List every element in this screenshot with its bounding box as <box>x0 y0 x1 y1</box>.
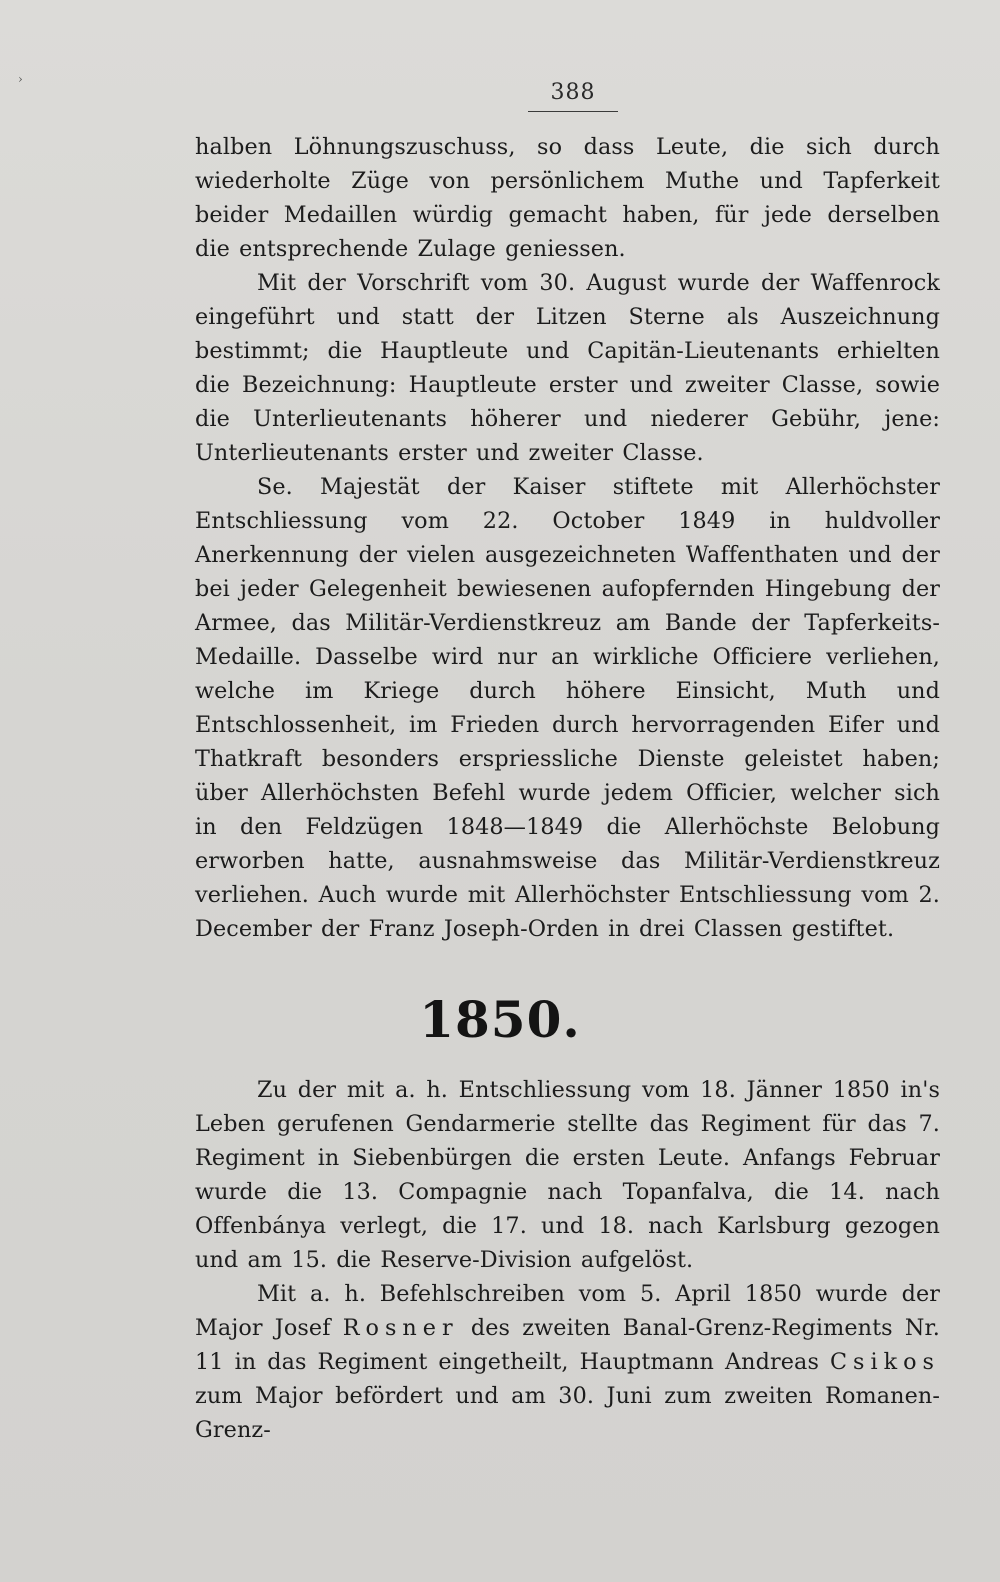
paragraph-gendarmerie: Zu der mit a. h. Entschliessung vom 18. Jänner 1850 in's Leben gerufenen Gendarmerie stellte das Regiment für das 7. Regiment in Siebenbürgen die ersten Leute. Anfangs Februar wurde die 13. Compagnie nach Topanfalva, die 14. nach Offenbánya verlegt, die 17. und 18. nach Karlsburg gezogen und am 15. die Reserve-Division aufgelöst. <box>195 1077 940 1273</box>
paragraph-waffenrock: Mit der Vorschrift vom 30. August wurde der Waffenrock eingeführt und statt der Litzen Sterne als Auszeichnung bestimmt; die Hauptleute und Capitän-Lieutenants erhielten die Bezeichnung: Hauptleute erster und zweiter Classe, sowie die Unterlieutenants höherer und niederer Gebühr, jene: Unterlieutenants erster und zweiter Classe. <box>195 270 940 466</box>
paragraph-zulage: halben Löhnungszuschuss, so dass Leute, die sich durch wiederholte Züge von persönlichem Muthe und Tapferkeit beider Medaillen würdig gemacht haben, für jede derselben die entsprechende Zulage geniessen. <box>195 134 940 262</box>
befehl-text-part-2: des zweiten Banal-Grenz-Regiments Nr. 11 in das Regiment eingetheilt, Hauptmann Andreas <box>195 1315 940 1375</box>
scan-speck: › <box>18 72 23 86</box>
text-block-1849 <box>195 130 940 946</box>
text-block-1850 <box>195 1073 940 1447</box>
befehl-text-part-3: zum Major befördert und am 30. Juni zum zweiten Romanen-Grenz- <box>195 1383 940 1443</box>
page-number-rule <box>528 111 618 112</box>
year-heading: 1850. <box>419 990 581 1049</box>
name-rosner: Rosner <box>342 1315 459 1341</box>
name-csikos: Csikos <box>829 1349 940 1375</box>
page-number: 388 <box>550 80 596 105</box>
befehl-text-part-1: Mit a. h. Befehlschreiben vom 5. April 1850 wurde der Major Josef <box>195 1281 940 1341</box>
paragraph-befehlschreiben <box>195 1277 940 1447</box>
paragraph-militaer-verdienstkreuz: Se. Majestät der Kaiser stiftete mit Allerhöchster Entschliessung vom 22. October 1849 in huldvoller Anerkennung der vielen ausgezeichneten Waffenthaten und der bei jeder Gelegenheit bewiesenen aufopfernden Hingebung der Armee, das Militär-Verdienstkreuz am Bande der Tapferkeits-Medaille. Dasselbe wird nur an wirkliche Officiere verliehen, welche im Kriege durch höhere Einsicht, Muth und Entschlossenheit, im Frieden durch hervorragenden Eifer und Thatkraft besonders erspriessliche Dienste geleistet haben; über Allerhöchsten Befehl wurde jedem Officier, welcher sich in den Feldzügen 1848—1849 die Allerhöchste Belobung erworben hatte, ausnahmsweise das Militär-Verdienstkreuz verliehen. Auch wurde mit Allerhöchster Entschliessung vom 2. December der Franz Joseph-Orden in drei Classen gestiftet. <box>195 474 940 942</box>
